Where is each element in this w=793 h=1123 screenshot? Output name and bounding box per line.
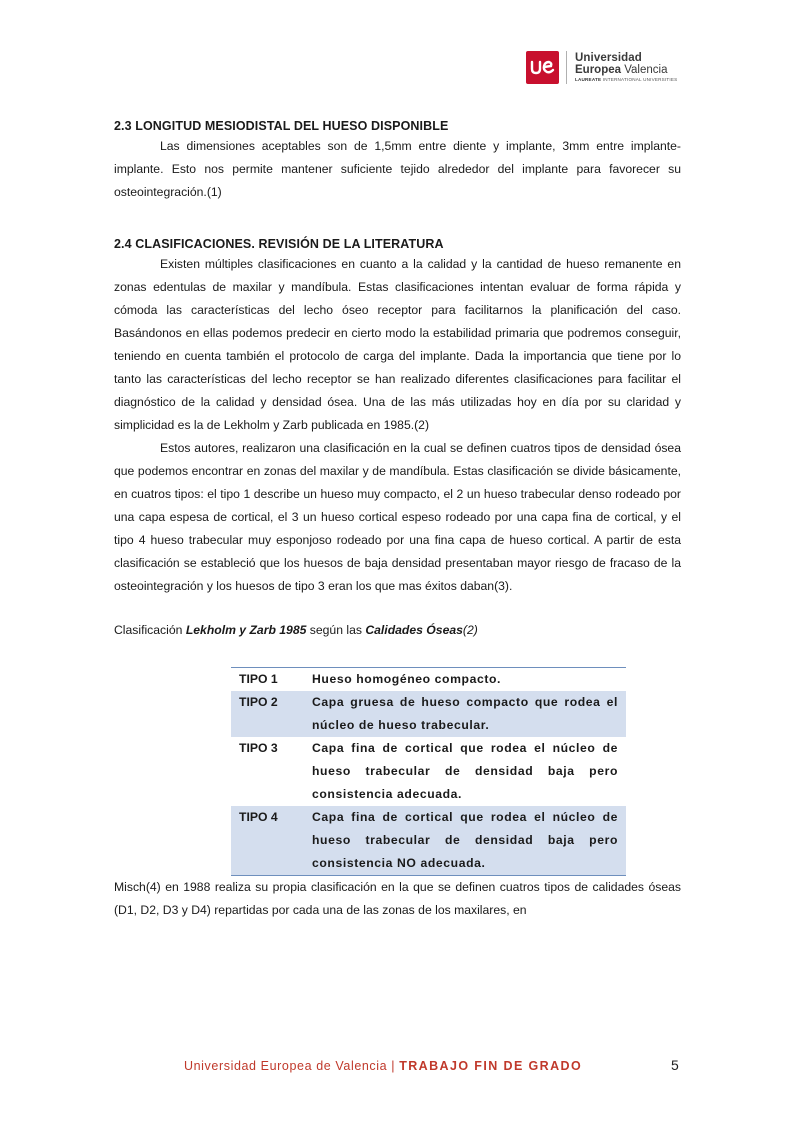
section-2-4-paragraph-2: Estos autores, realizaron una clasificación en la cual se definen cuatros tipos de densidad ósea que podemos encontrar en zonas del maxilar y de mandíbula. Estas clasificación se divide básicamente, en cuatros tipos: el tipo 1 describe un hueso muy compacto, el 2 un hueso trabecular denso rodeado por una capa espesa de cortical, el 3 un hueso cortical espeso rodeado por una capa fina de cortical, y el tipo 4 hueso trabecular muy esponjoso rodeado por una fina capa de hueso cortical. A partir de esta clasificación se estableció que los huesos de baja densidad presentaban mayor riesgo de fracaso de la osteointegración y los huesos de tipo 3 eran los que mas éxitos daban(3). xyxy=(114,441,681,593)
tipo-cell: TIPO 4 xyxy=(231,806,304,876)
table-row xyxy=(231,737,626,806)
description-cell: Capa gruesa de hueso compacto que rodea el núcleo de hueso trabecular. xyxy=(304,691,626,737)
tipo-cell: TIPO 3 xyxy=(239,741,278,755)
table-row xyxy=(231,691,626,737)
footer-thesis-label: TRABAJO FIN DE GRADO xyxy=(399,1059,583,1073)
footer-separator: | xyxy=(387,1059,400,1073)
tipo-cell: TIPO 1 xyxy=(239,672,278,686)
section-heading-2-3: 2.3 LONGITUD MESIODISTAL DEL HUESO DISPONIBLE xyxy=(114,119,449,133)
table-row xyxy=(231,806,626,876)
table-row xyxy=(231,668,626,692)
tipo-cell: TIPO 2 xyxy=(231,691,304,737)
logo-network-text: LAUREATE INTERNATIONAL UNIVERSITIES xyxy=(575,77,678,82)
footer-university: Universidad Europea de Valencia xyxy=(184,1059,388,1073)
description-cell: Hueso homogéneo compacto. xyxy=(312,672,502,686)
logo-divider xyxy=(566,51,567,84)
page-number: 5 xyxy=(671,1057,679,1073)
description-cell: Capa fina de cortical que rodea el núcleo de hueso trabecular de densidad baja pero consistencia NO adecuada. xyxy=(304,806,626,876)
bone-quality-table xyxy=(231,667,626,876)
main-content xyxy=(114,117,681,922)
section-2-4-paragraph-1: Existen múltiples clasificaciones en cuanto a la calidad y la cantidad de hueso remanente en zonas edentulas de maxilar y mandíbula. Estas clasificaciones intentan evaluar de forma rápida y cómoda las características del lecho óseo receptor para facilitarnos la planificación del caso. Basándonos en ellas podemos predecir en cierto modo la estabilidad primaria que podremos conseguir, teniendo en cuenta también el protocolo de carga del implante. Dada la importancia que tiene por lo tanto las características del lecho receptor se han realizado diferentes clasificaciones para facilitar el diagnóstico de la calidad y densidad ósea. Una de las más utilizadas hoy en día por su claridad y simplicidad es la de Lekholm y Zarb publicada en 1985.(2) xyxy=(114,257,681,432)
section-2-3-paragraph: Las dimensiones aceptables son de 1,5mm entre diente y implante, 3mm entre implante-implante. Esto nos permite mantener suficiente tejido alrededor del implante para favorecer su osteointegración.(1) xyxy=(114,139,681,199)
university-logo xyxy=(526,51,686,87)
misch-paragraph: Misch(4) en 1988 realiza su propia clasificación en la que se definen cuatros tipos de calidades óseas (D1, D2, D3 y D4) repartidas por cada una de las zonas de los maxilares, en xyxy=(114,880,681,917)
ue-logo-icon xyxy=(526,51,559,84)
section-heading-2-4: 2.4 CLASIFICACIONES. REVISIÓN DE LA LITERATURA xyxy=(114,237,444,251)
page-footer xyxy=(184,1059,582,1073)
logo-campus-text: Europea Valencia xyxy=(575,64,668,76)
description-cell: Capa fina de cortical que rodea el núcleo de hueso trabecular de densidad baja pero consistencia adecuada. xyxy=(312,741,618,801)
table-caption: Clasificación Lekholm y Zarb 1985 según las Calidades Óseas(2) xyxy=(114,623,478,637)
logo-university-text: Universidad xyxy=(575,52,642,64)
